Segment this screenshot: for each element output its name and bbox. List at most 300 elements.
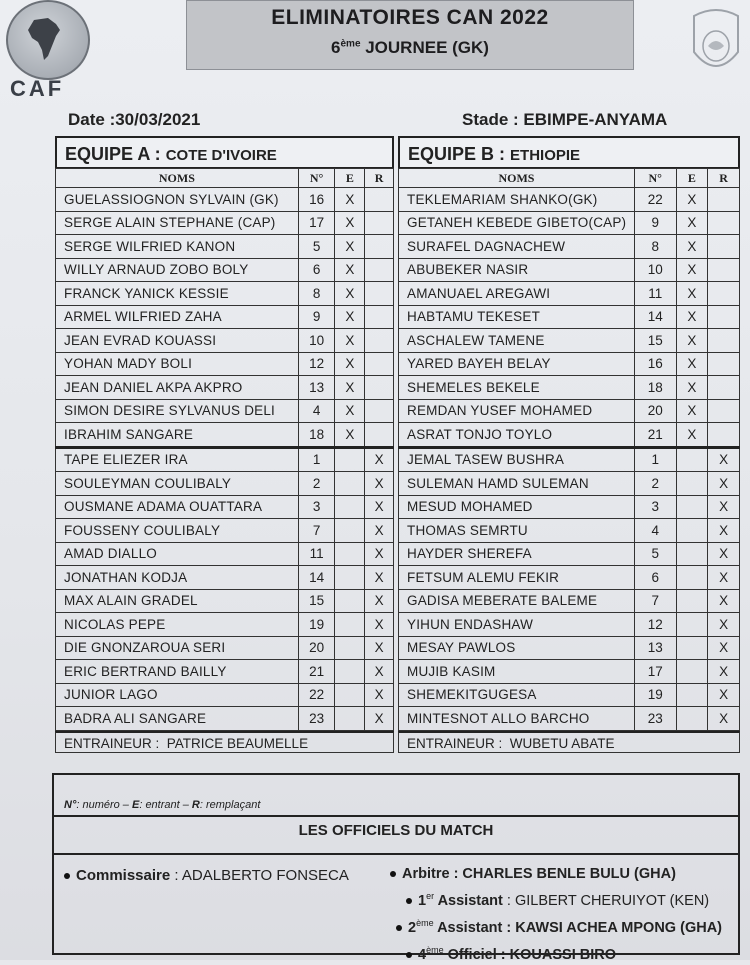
- remplacant-mark: [365, 399, 394, 423]
- entrant-mark: [335, 613, 365, 637]
- remplacant-mark: X: [365, 660, 394, 684]
- caf-logo-text: CAF: [10, 76, 65, 101]
- matchday-title: [187, 38, 633, 58]
- remplacant-mark: [708, 399, 740, 423]
- player-number: 6: [298, 258, 335, 282]
- team-a-label: EQUIPE A :: [65, 144, 161, 164]
- coach-label: ENTRAINEUR :: [407, 735, 503, 751]
- player-number: 13: [634, 636, 676, 660]
- player-row: [399, 589, 740, 613]
- player-row: [399, 495, 740, 519]
- player-name: MAX ALAIN GRADEL: [56, 589, 299, 613]
- player-number: 9: [634, 211, 676, 235]
- remplacant-mark: [365, 329, 394, 353]
- player-row: [399, 352, 740, 376]
- entrant-mark: [676, 472, 708, 496]
- team-b-roster: [398, 168, 740, 731]
- assistant2-suffix: ème: [416, 917, 434, 928]
- player-number: 4: [634, 519, 676, 543]
- team-b-panel: [398, 136, 740, 753]
- player-name: SOULEYMAN COULIBALY: [56, 472, 299, 496]
- col-noms: NOMS: [399, 169, 635, 188]
- player-number: 18: [634, 376, 676, 400]
- player-row: [399, 660, 740, 684]
- entrant-mark: X: [676, 211, 708, 235]
- entrant-mark: [676, 589, 708, 613]
- remplacant-mark: [708, 423, 740, 448]
- remplacant-mark: X: [708, 566, 740, 590]
- player-name: BADRA ALI SANGARE: [56, 707, 299, 731]
- assistant1-label: Assistant: [434, 892, 503, 909]
- player-number: 23: [298, 707, 335, 731]
- player-number: 13: [298, 376, 335, 400]
- entrant-mark: X: [335, 352, 365, 376]
- player-row: [56, 352, 394, 376]
- player-number: 17: [634, 660, 676, 684]
- remplacant-mark: X: [708, 707, 740, 731]
- player-row: [399, 376, 740, 400]
- player-name: SERGE ALAIN STEPHANE (CAP): [56, 211, 299, 235]
- player-number: 4: [298, 399, 335, 423]
- player-number: 11: [298, 542, 335, 566]
- remplacant-mark: [365, 423, 394, 448]
- entrant-mark: [335, 660, 365, 684]
- entrant-mark: X: [335, 188, 365, 212]
- entrant-mark: [335, 566, 365, 590]
- player-name: SULEMAN HAMD SULEMAN: [399, 472, 635, 496]
- player-name: AMANUAEL AREGAWI: [399, 282, 635, 306]
- player-row: [399, 188, 740, 212]
- player-name: ASRAT TONJO TOYLO: [399, 423, 635, 448]
- player-row: [56, 447, 394, 472]
- legend-n: N°: [64, 799, 77, 811]
- remplacant-mark: [365, 282, 394, 306]
- player-number: 12: [634, 613, 676, 637]
- fourth-official-number: 4: [418, 946, 427, 963]
- remplacant-mark: X: [365, 613, 394, 637]
- entrant-mark: X: [676, 305, 708, 329]
- player-number: 21: [298, 660, 335, 684]
- remplacant-mark: X: [708, 660, 740, 684]
- bullet-icon: [396, 925, 402, 931]
- player-number: 7: [298, 519, 335, 543]
- remplacant-mark: [365, 211, 394, 235]
- player-name: YIHUN ENDASHAW: [399, 613, 635, 637]
- remplacant-mark: [708, 188, 740, 212]
- player-name: FETSUM ALEMU FEKIR: [399, 566, 635, 590]
- legend-box: [52, 773, 740, 817]
- assistant1-name: : GILBERT CHERUIYOT (KEN): [502, 892, 710, 909]
- player-number: 3: [634, 495, 676, 519]
- player-number: 8: [298, 282, 335, 306]
- remplacant-mark: [365, 235, 394, 259]
- player-row: [399, 282, 740, 306]
- player-name: HABTAMU TEKESET: [399, 305, 635, 329]
- player-row: [399, 447, 740, 472]
- entrant-mark: [676, 566, 708, 590]
- player-name: JONATHAN KODJA: [56, 566, 299, 590]
- col-r: R: [708, 169, 740, 188]
- entrant-mark: X: [676, 376, 708, 400]
- col-e: E: [676, 169, 708, 188]
- entrant-mark: X: [335, 235, 365, 259]
- team-b-coach: [398, 731, 740, 753]
- player-row: [399, 211, 740, 235]
- player-row: [56, 211, 394, 235]
- remplacant-mark: [708, 352, 740, 376]
- entrant-mark: [676, 660, 708, 684]
- player-number: 14: [298, 566, 335, 590]
- player-name: ASCHALEW TAMENE: [399, 329, 635, 353]
- player-row: [399, 566, 740, 590]
- player-name: YOHAN MADY BOLI: [56, 352, 299, 376]
- player-number: 2: [634, 472, 676, 496]
- player-row: [399, 683, 740, 707]
- remplacant-mark: [708, 329, 740, 353]
- player-number: 22: [634, 188, 676, 212]
- remplacant-mark: X: [365, 683, 394, 707]
- legend: [64, 799, 260, 811]
- remplacant-mark: [365, 258, 394, 282]
- remplacant-mark: [365, 305, 394, 329]
- player-row: [399, 305, 740, 329]
- player-row: [56, 258, 394, 282]
- player-name: SHEMEKITGUGESA: [399, 683, 635, 707]
- player-name: MINTESNOT ALLO BARCHO: [399, 707, 635, 731]
- assistant2-line: [390, 912, 722, 939]
- officials-title: LES OFFICIELS DU MATCH: [54, 817, 738, 855]
- remplacant-mark: [708, 376, 740, 400]
- remplacant-mark: X: [365, 542, 394, 566]
- player-row: [399, 519, 740, 543]
- player-row: [56, 660, 394, 684]
- referees-list: [390, 863, 722, 965]
- team-a-header: [55, 136, 394, 168]
- remplacant-mark: X: [708, 613, 740, 637]
- entrant-mark: X: [335, 423, 365, 448]
- player-row: [56, 423, 394, 448]
- player-name: FOUSSENY COULIBALY: [56, 519, 299, 543]
- arbitre-label: Arbitre: [402, 866, 450, 882]
- caf-logo: [0, 0, 96, 100]
- player-number: 19: [634, 683, 676, 707]
- entrant-mark: X: [676, 352, 708, 376]
- player-number: 17: [298, 211, 335, 235]
- player-number: 20: [298, 636, 335, 660]
- player-row: [399, 329, 740, 353]
- remplacant-mark: X: [708, 472, 740, 496]
- player-name: TAPE ELIEZER IRA: [56, 447, 299, 472]
- entrant-mark: X: [676, 188, 708, 212]
- player-number: 10: [634, 258, 676, 282]
- player-name: ABUBEKER NASIR: [399, 258, 635, 282]
- player-number: 2: [298, 472, 335, 496]
- remplacant-mark: X: [708, 495, 740, 519]
- remplacant-mark: [708, 305, 740, 329]
- player-number: 3: [298, 495, 335, 519]
- commissaire-name: : ADALBERTO FONSECA: [170, 867, 349, 884]
- player-row: [56, 305, 394, 329]
- entrant-mark: [335, 707, 365, 731]
- entrant-mark: X: [335, 399, 365, 423]
- player-row: [56, 542, 394, 566]
- player-name: SIMON DESIRE SYLVANUS DELI: [56, 399, 299, 423]
- remplacant-mark: X: [708, 636, 740, 660]
- col-noms: NOMS: [56, 169, 299, 188]
- player-number: 8: [634, 235, 676, 259]
- player-number: 5: [634, 542, 676, 566]
- player-number: 5: [298, 235, 335, 259]
- entrant-mark: X: [676, 258, 708, 282]
- team-a-panel: [55, 136, 394, 753]
- assistant1-suffix: er: [426, 891, 435, 901]
- player-name: DIE GNONZAROUA SERI: [56, 636, 299, 660]
- player-name: GADISA MEBERATE BALEME: [399, 589, 635, 613]
- remplacant-mark: [708, 282, 740, 306]
- bullet-icon: [406, 898, 412, 904]
- remplacant-mark: X: [365, 636, 394, 660]
- player-row: [56, 519, 394, 543]
- competition-title: ELIMINATOIRES CAN 2022: [271, 6, 549, 29]
- team-a-roster: [55, 168, 394, 731]
- bullet-icon: [64, 873, 70, 879]
- player-number: 16: [298, 188, 335, 212]
- assistant2-number: 2: [408, 919, 417, 936]
- fourth-official-line: [390, 939, 722, 965]
- player-row: [399, 542, 740, 566]
- player-number: 1: [298, 447, 335, 472]
- entrant-mark: X: [335, 211, 365, 235]
- remplacant-mark: X: [365, 495, 394, 519]
- commissaire-line: [64, 867, 349, 884]
- team-b-header: [398, 136, 740, 168]
- entrant-mark: X: [335, 376, 365, 400]
- remplacant-mark: X: [365, 707, 394, 731]
- entrant-mark: [676, 613, 708, 637]
- matchday-number: 6: [331, 38, 341, 57]
- player-name: JUNIOR LAGO: [56, 683, 299, 707]
- player-name: IBRAHIM SANGARE: [56, 423, 299, 448]
- player-row: [399, 399, 740, 423]
- remplacant-mark: X: [708, 519, 740, 543]
- entrant-mark: X: [335, 282, 365, 306]
- player-number: 19: [298, 613, 335, 637]
- entrant-mark: X: [335, 329, 365, 353]
- matchday-suffix: ème: [340, 38, 361, 50]
- match-date: Date :30/03/2021: [68, 110, 201, 129]
- remplacant-mark: [708, 235, 740, 259]
- arbitre-name: : CHARLES BENLE BULU (GHA): [449, 866, 676, 882]
- player-number: 10: [298, 329, 335, 353]
- player-name: GUELASSIOGNON SYLVAIN (GK): [56, 188, 299, 212]
- commissaire-label: Commissaire: [76, 867, 171, 884]
- player-number: 14: [634, 305, 676, 329]
- assistant2-name: : KAWSI ACHEA MPONG (GHA): [502, 919, 722, 936]
- arbitre-line: [390, 863, 722, 885]
- remplacant-mark: [365, 352, 394, 376]
- legend-e: E: [131, 799, 140, 811]
- player-name: NICOLAS PEPE: [56, 613, 299, 637]
- remplacant-mark: [708, 258, 740, 282]
- entrant-mark: X: [676, 329, 708, 353]
- assistant1-line: [390, 885, 722, 912]
- player-name: SHEMELES BEKELE: [399, 376, 635, 400]
- player-name: SURAFEL DAGNACHEW: [399, 235, 635, 259]
- player-name: MESAY PAWLOS: [399, 636, 635, 660]
- player-number: 21: [634, 423, 676, 448]
- entrant-mark: [676, 447, 708, 472]
- player-number: 6: [634, 566, 676, 590]
- entrant-mark: [335, 519, 365, 543]
- entrant-mark: [676, 683, 708, 707]
- player-name: FRANCK YANICK KESSIE: [56, 282, 299, 306]
- player-name: SERGE WILFRIED KANON: [56, 235, 299, 259]
- entrant-mark: X: [676, 282, 708, 306]
- assistant2-label: Assistant: [433, 919, 503, 936]
- player-row: [56, 683, 394, 707]
- entrant-mark: X: [676, 399, 708, 423]
- player-row: [399, 472, 740, 496]
- player-number: 1: [634, 447, 676, 472]
- bullet-icon: [406, 952, 412, 958]
- player-row: [56, 636, 394, 660]
- player-name: ARMEL WILFRIED ZAHA: [56, 305, 299, 329]
- player-row: [56, 472, 394, 496]
- team-b-label: EQUIPE B :: [408, 144, 506, 164]
- remplacant-mark: X: [365, 519, 394, 543]
- col-no: N°: [298, 169, 335, 188]
- team-a-country: COTE D'IVOIRE: [165, 147, 277, 164]
- remplacant-mark: [708, 211, 740, 235]
- remplacant-mark: X: [708, 542, 740, 566]
- remplacant-mark: X: [708, 589, 740, 613]
- entrant-mark: [335, 495, 365, 519]
- player-name: WILLY ARNAUD ZOBO BOLY: [56, 258, 299, 282]
- coach-name: PATRICE BEAUMELLE: [166, 735, 309, 751]
- entrant-mark: [335, 542, 365, 566]
- col-r: R: [365, 169, 394, 188]
- remplacant-mark: [365, 188, 394, 212]
- entrant-mark: [335, 447, 365, 472]
- remplacant-mark: [365, 376, 394, 400]
- title-banner: [186, 0, 634, 70]
- federation-logo-icon: [684, 6, 748, 86]
- entrant-mark: [676, 519, 708, 543]
- player-row: [56, 589, 394, 613]
- player-row: [399, 235, 740, 259]
- player-row: [399, 423, 740, 448]
- player-row: [399, 258, 740, 282]
- player-name: JEMAL TASEW BUSHRA: [399, 447, 635, 472]
- africa-map-icon: [26, 16, 66, 62]
- remplacant-mark: X: [708, 683, 740, 707]
- legend-r-text: : remplaçant: [199, 799, 261, 811]
- team-b-country: ETHIOPIE: [510, 147, 581, 164]
- entrant-mark: X: [335, 258, 365, 282]
- player-row: [399, 707, 740, 731]
- player-name: JEAN DANIEL AKPA AKPRO: [56, 376, 299, 400]
- player-number: 11: [634, 282, 676, 306]
- remplacant-mark: X: [365, 566, 394, 590]
- player-name: YARED BAYEH BELAY: [399, 352, 635, 376]
- player-number: 7: [634, 589, 676, 613]
- player-name: TEKLEMARIAM SHANKO(GK): [399, 188, 635, 212]
- player-name: OUSMANE ADAMA OUATTARA: [56, 495, 299, 519]
- entrant-mark: [335, 636, 365, 660]
- bullet-icon: [390, 871, 396, 877]
- remplacant-mark: X: [365, 472, 394, 496]
- entrant-mark: [335, 472, 365, 496]
- entrant-mark: X: [335, 305, 365, 329]
- player-number: 15: [298, 589, 335, 613]
- col-no: N°: [634, 169, 676, 188]
- remplacant-mark: X: [365, 589, 394, 613]
- player-number: 9: [298, 305, 335, 329]
- player-row: [56, 282, 394, 306]
- remplacant-mark: X: [365, 447, 394, 472]
- player-number: 22: [298, 683, 335, 707]
- entrant-mark: X: [676, 423, 708, 448]
- player-number: 15: [634, 329, 676, 353]
- entrant-mark: X: [676, 235, 708, 259]
- player-name: REMDAN YUSEF MOHAMED: [399, 399, 635, 423]
- coach-label: ENTRAINEUR :: [64, 735, 160, 751]
- assistant1-number: 1: [418, 892, 427, 909]
- player-row: [56, 376, 394, 400]
- officials-box: [52, 817, 740, 963]
- legend-n-text: : numéro –: [76, 799, 132, 811]
- player-row: [56, 566, 394, 590]
- player-number: 12: [298, 352, 335, 376]
- entrant-mark: [335, 683, 365, 707]
- player-name: THOMAS SEMRTU: [399, 519, 635, 543]
- player-row: [56, 329, 394, 353]
- player-number: 20: [634, 399, 676, 423]
- player-name: MUJIB KASIM: [399, 660, 635, 684]
- entrant-mark: [676, 636, 708, 660]
- player-number: 18: [298, 423, 335, 448]
- entrant-mark: [676, 542, 708, 566]
- fourth-official-label: Officiel: [443, 946, 497, 963]
- player-name: JEAN EVRAD KOUASSI: [56, 329, 299, 353]
- matchday-text: JOURNEE (GK): [360, 38, 489, 57]
- entrant-mark: [335, 589, 365, 613]
- entrant-mark: [676, 495, 708, 519]
- player-name: MESUD MOHAMED: [399, 495, 635, 519]
- player-row: [399, 613, 740, 637]
- player-name: AMAD DIALLO: [56, 542, 299, 566]
- fourth-official-name: : KOUASSI BIRO: [496, 946, 617, 963]
- player-row: [56, 495, 394, 519]
- player-name: ERIC BERTRAND BAILLY: [56, 660, 299, 684]
- legend-r: R: [191, 799, 200, 811]
- player-name: HAYDER SHEREFA: [399, 542, 635, 566]
- player-number: 16: [634, 352, 676, 376]
- player-number: 23: [634, 707, 676, 731]
- player-row: [56, 188, 394, 212]
- entrant-mark: [676, 707, 708, 731]
- player-name: GETANEH KEBEDE GIBETO(CAP): [399, 211, 635, 235]
- player-row: [56, 235, 394, 259]
- fourth-official-suffix: ème: [426, 944, 444, 955]
- player-row: [399, 636, 740, 660]
- legend-e-text: : entrant –: [139, 799, 192, 811]
- team-a-coach: [55, 731, 394, 753]
- player-row: [56, 707, 394, 731]
- remplacant-mark: X: [708, 447, 740, 472]
- player-row: [56, 613, 394, 637]
- player-row: [56, 399, 394, 423]
